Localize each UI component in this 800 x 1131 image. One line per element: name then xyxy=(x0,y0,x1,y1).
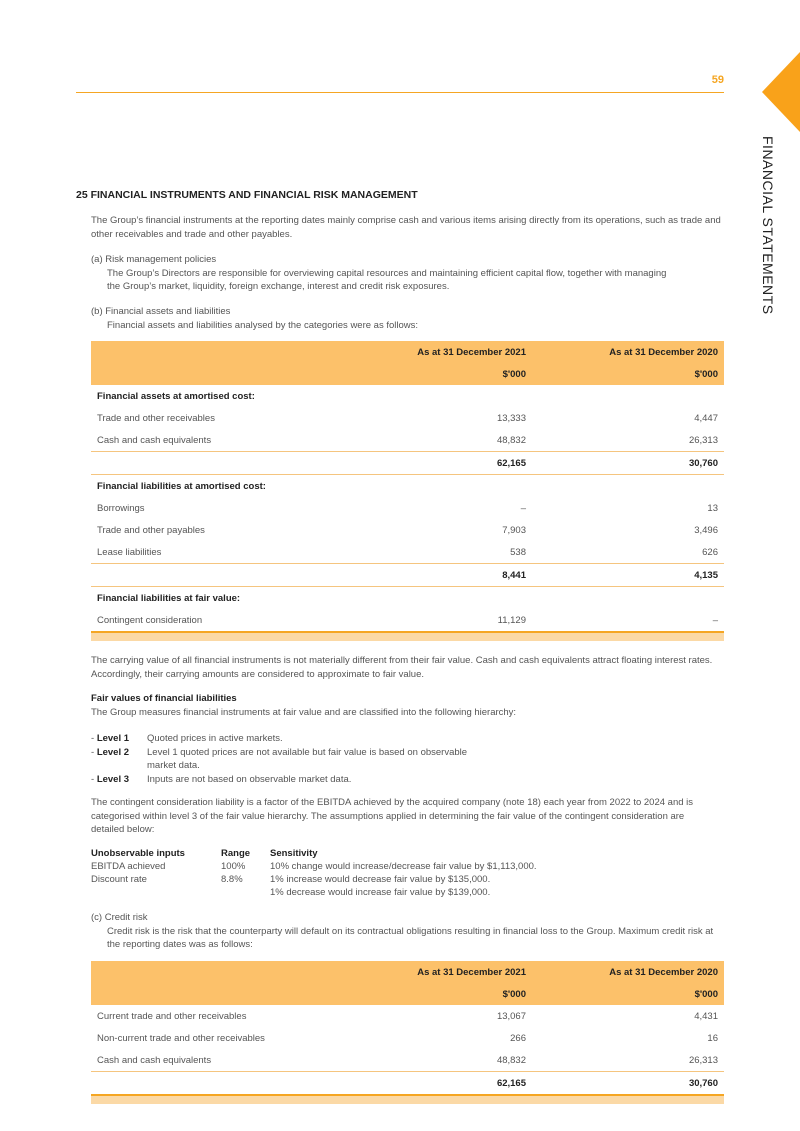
table-row: Borrowings – 13 xyxy=(97,502,718,514)
table-row: Trade and other payables 7,903 3,496 xyxy=(97,524,718,536)
inputs-header-row: Unobservable inputs Range Sensitivity xyxy=(91,848,318,859)
side-title: FINANCIAL STATEMENTS xyxy=(760,136,776,315)
column-header: As at 31 December 2020 xyxy=(532,961,724,983)
column-header: As at 31 December 2020 xyxy=(532,341,724,363)
table-row: EBITDA achieved 100% 10% change would increase/decrease fair value by $1,113,000. xyxy=(91,861,537,872)
table-unit-row xyxy=(91,983,724,1005)
fair-values-text: The Group measures financial instruments at fair value and are classified into the following hierarchy: xyxy=(91,706,517,718)
side-section-label xyxy=(758,136,778,315)
table-row: Non-current trade and other receivables 266 16 xyxy=(97,1032,718,1044)
section-row: Financial assets at amortised cost: xyxy=(97,390,255,402)
unobservable-inputs-table xyxy=(91,847,691,899)
financial-assets-table xyxy=(91,341,724,641)
fair-values-heading: Fair values of financial liabilities xyxy=(91,693,237,704)
list-item: - Level 1 Quoted prices in active markets. xyxy=(91,733,283,744)
table-row: Current trade and other receivables 13,067 4,431 xyxy=(97,1010,718,1022)
unit-label: $'000 xyxy=(341,363,532,385)
contingent-consideration-paragraph: The contingent consideration liability is a factor of the EBITDA achieved by the acquired company (note 18) each year from 2022 to 2024 and is categorised within level 3 of the fair value hierarchy. The assumptions applied in determining the fair value of the contingent consideration are detailed below: xyxy=(91,797,694,835)
table-row: Discount rate 8.8% 1% increase would decrease fair value by $135,000. xyxy=(91,874,491,885)
table-row: Trade and other receivables 13,333 4,447 xyxy=(97,412,718,424)
table-footer-band xyxy=(91,1094,724,1104)
list-item: - Level 3 Inputs are not based on observable market data. xyxy=(91,773,352,785)
risk-management-text: The Group’s Directors are responsible for overviewing capital resources and maintaining efficient capital flow, together with managing the Group’s market, liquidity, foreign exchange, interest and credit risk exposures. xyxy=(107,267,667,292)
intro-paragraph: The Group’s financial instruments at the reporting dates mainly comprise cash and various items arising directly from its operations, such as trade and other receivables and trade and other payables. xyxy=(91,215,721,240)
total-row: 62,165 30,760 xyxy=(91,1072,724,1095)
credit-risk-title: (c) Credit risk xyxy=(91,912,148,923)
table-footer-band xyxy=(91,631,724,641)
hierarchy-levels-list xyxy=(91,732,511,786)
financial-assets-title: (b) Financial assets and liabilities xyxy=(91,306,231,317)
total-row: 62,165 30,760 xyxy=(91,452,724,475)
financial-assets-text: Financial assets and liabilities analysed by the categories were as follows: xyxy=(107,319,419,331)
page-number: 59 xyxy=(711,74,724,86)
carrying-value-paragraph: The carrying value of all financial instruments is not materially different from their fair value. Cash and cash equivalents attract floating interest rates. Accordingly, their carrying amounts are considered to approximate to fair value. xyxy=(91,655,713,680)
credit-risk-block xyxy=(91,911,725,952)
table-header-row xyxy=(91,961,724,983)
section-row: Financial liabilities at amortised cost: xyxy=(91,475,724,498)
table-row: 1% decrease would increase fair value by $139,000. xyxy=(270,887,491,898)
corner-tab xyxy=(762,52,800,132)
list-item: - Level 2 Level 1 quoted prices are not available but fair value is based on observable market data. xyxy=(91,746,468,771)
risk-management-title: (a) Risk management policies xyxy=(91,254,217,265)
credit-risk-text: Credit risk is the risk that the counterparty will default on its contractual obligations resulting in financial loss to the Group. Maximum credit risk at the reporting dates was as follows: xyxy=(107,925,714,950)
table-header-row xyxy=(91,341,724,363)
table-row: Cash and cash equivalents 48,832 26,313 xyxy=(97,434,718,446)
credit-risk-table xyxy=(91,961,724,1104)
financial-assets-block xyxy=(91,305,725,332)
unit-label: $'000 xyxy=(532,363,724,385)
table-row: Lease liabilities 538 626 xyxy=(97,546,718,558)
unit-label: $'000 xyxy=(341,983,532,1005)
column-header: As at 31 December 2021 xyxy=(341,341,532,363)
table-row: Contingent consideration 11,129 – xyxy=(97,614,718,626)
table-row: Cash and cash equivalents 48,832 26,313 xyxy=(97,1054,718,1066)
table-unit-row xyxy=(91,363,724,385)
fair-values-block xyxy=(91,692,725,719)
section-heading: 25 FINANCIAL INSTRUMENTS AND FINANCIAL RISK MANAGEMENT xyxy=(76,189,418,201)
header-rule xyxy=(76,92,724,93)
column-header: As at 31 December 2021 xyxy=(341,961,532,983)
total-row: 8,441 4,135 xyxy=(91,564,724,587)
risk-management-block xyxy=(91,253,725,294)
unit-label: $'000 xyxy=(532,983,724,1005)
section-row: Financial liabilities at fair value: xyxy=(91,587,724,610)
